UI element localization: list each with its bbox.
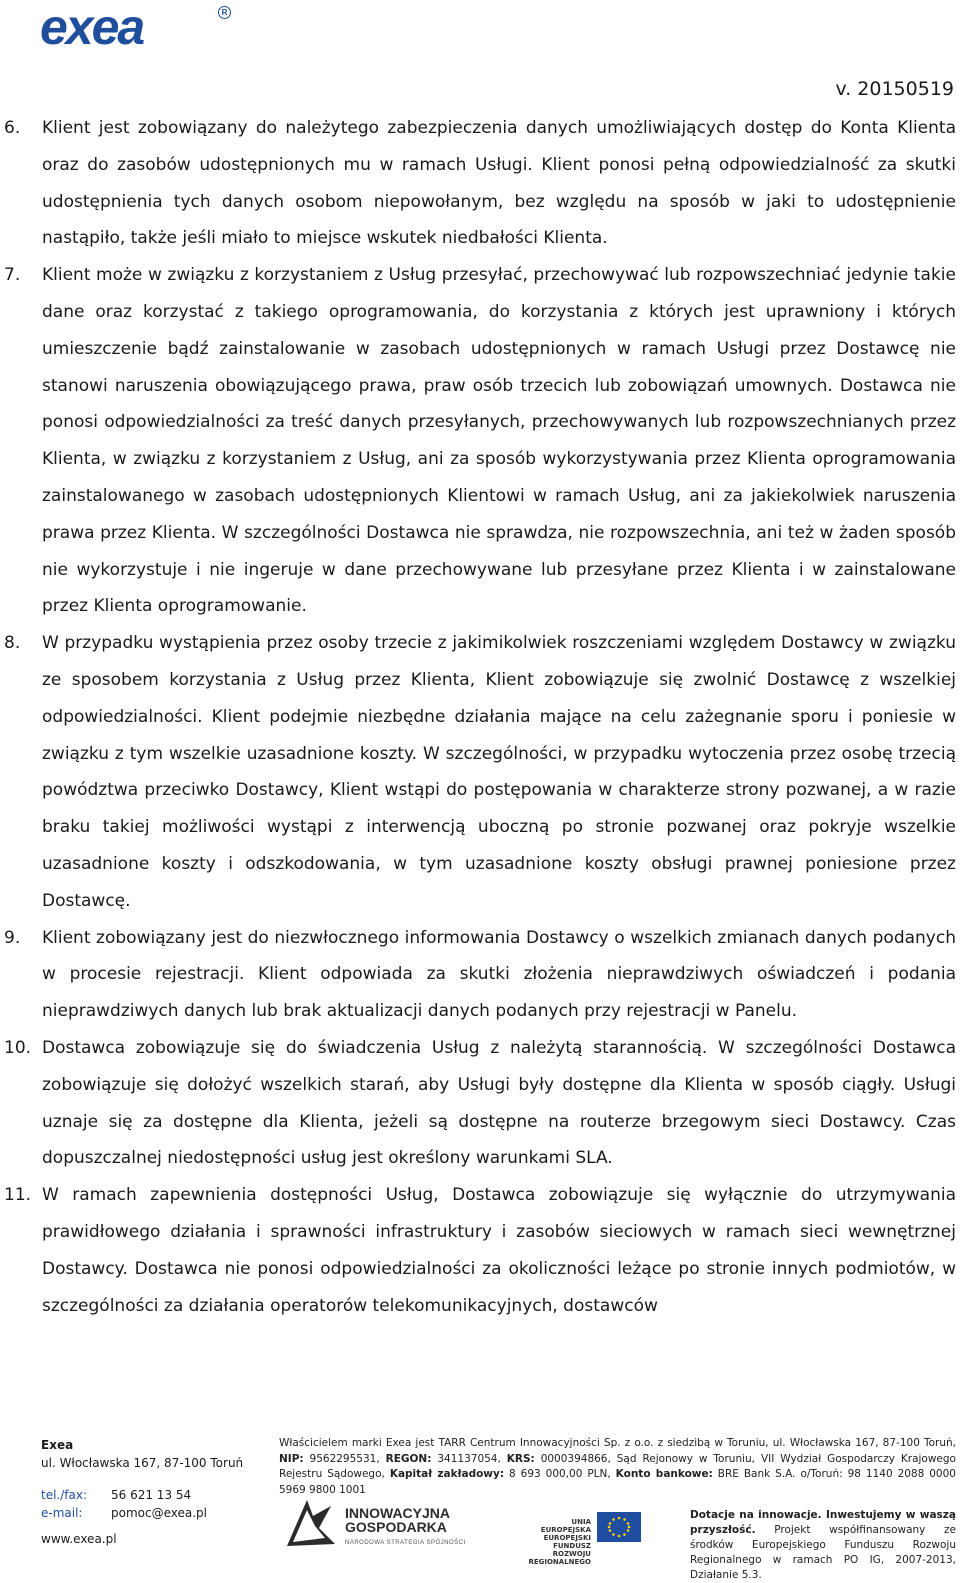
- tel-label: tel./fax:: [41, 1488, 88, 1502]
- court-text: Sądowego,: [327, 1468, 385, 1480]
- krs-label: KRS:: [506, 1452, 535, 1465]
- logo-text: exea: [40, 0, 144, 55]
- regon-label: REGON:: [385, 1452, 432, 1465]
- regon-value: 341137054,: [437, 1452, 501, 1465]
- footer-motto: [690, 1508, 956, 1583]
- terms-list: [0, 110, 960, 1324]
- innovative-economy-logo: [345, 1506, 466, 1550]
- list-item: [0, 625, 960, 919]
- footer-street: ul. Włocławska 167, 87-100 Toruń: [41, 1456, 244, 1470]
- footer-address: [41, 1436, 243, 1472]
- innov-line-2: GOSPODARKA: [345, 1519, 447, 1535]
- item-text: Klient zobowiązany jest do niezwłocznego informowania Dostawcy o wszelkich zmianach danych podanych w procesie rejestracji. Klient odpowiada za skutki złożenia nieprawdziwych oświadczeń i podania nieprawdziwych danych lub brak aktualizacji danych podanych przy rejestracji w Panelu.: [42, 927, 956, 1022]
- innov-subtitle: NARODOWA STRATEGIA SPÓJNOŚCI: [345, 1540, 466, 1546]
- item-number: 8.: [4, 633, 21, 654]
- capital-value: 8 693 000,00 PLN,: [509, 1468, 611, 1480]
- email-label: e-mail:: [41, 1506, 83, 1520]
- list-item: [0, 920, 960, 1030]
- legal-owner: Właścicielem marki Exea jest TARR Centrum Innowacyjności Sp. z o.o. z siedzibą w Toruniu, ul. Włocławska 167, 87-100 Toruń,: [279, 1437, 956, 1449]
- eu-fund-label: UNIA EUROPEJSKA EUROPEJSKI FUNDUSZ ROZWOJU REGIONALNEGO: [528, 1518, 591, 1566]
- email-link[interactable]: pomoc@exea.pl: [111, 1506, 207, 1520]
- nip-value: 9562295531,: [309, 1452, 380, 1465]
- nip-label: NIP:: [279, 1452, 304, 1465]
- motto-bold: Dotacje na innowacje. Inwestujemy w waszą przyszłość.: [690, 1509, 956, 1536]
- capital-label: Kapitał zakładowy:: [389, 1468, 505, 1480]
- document-version: v. 20150519: [835, 78, 954, 100]
- item-text: Klient jest zobowiązany do należytego zabezpieczenia danych umożliwiających dostęp do Konta Klienta oraz do zasobów udostępnionych mu w ramach Usługi. Klient ponosi pełną odpowiedzialność za skutki udostępnienia tych danych osobom niepowołanym, bez względu na sposób w jaki to udostępnienie nastąpiło, także jeśli miało to miejsce wskutek niedbałości Klienta.: [42, 118, 956, 249]
- bank-value: BRE Bank S.A. o/Toruń: 98 1140 2088 0000 5969 9800 1001: [279, 1468, 956, 1496]
- krs-value: 0000394866, Sąd Rejonowy w Toruniu, VII Wydział Gospodarczy Krajowego Rejestru: [279, 1452, 956, 1480]
- item-number: 7.: [4, 265, 21, 286]
- motto-text: Projekt współfinansowany ze środków Europejskiego Funduszu Rozwoju Regionalnego w ramach PO IG, 2007-2013, Działanie 5.3.: [690, 1524, 956, 1581]
- bank-label: Konto bankowe:: [615, 1468, 713, 1480]
- list-item: [0, 257, 960, 625]
- list-item: [0, 110, 960, 257]
- item-number: 9.: [4, 927, 21, 948]
- innov-line-1: INNOWACYJNA: [345, 1505, 451, 1521]
- innovative-economy-star-icon: [279, 1498, 339, 1548]
- exea-logo: [40, 0, 228, 55]
- tel-value: 56 621 13 54: [111, 1488, 192, 1502]
- item-number: 10.: [4, 1037, 32, 1058]
- list-item: [0, 1030, 960, 1177]
- footer-legal: [279, 1436, 956, 1498]
- registered-mark-icon: R: [218, 6, 231, 19]
- item-text: Klient może w związku z korzystaniem z Usług przesyłać, przechowywać lub rozpowszechniać jedynie takie dane oraz korzystać z takiego oprogramowania, do korzystania z których jest uprawniony i których umieszczenie bądź zainstalowanie w zasobach udostępnionych w ramach Usługi przez Dostawcę nie stanowi naruszenia obowiązującego prawa, praw osób trzecich lub zobowiązań umownych. Dostawca nie ponosi odpowiedzialności za treść danych przesyłanych, przechowywanych lub rozpowszechnianych przez Klienta, w związku z korzystaniem z Usług, ani za sposób wykorzystywania przez Klienta oprogramowania zainstalowanego w zasobach udostępnionych Klientowi w ramach Usług, ani za jakiekolwiek naruszenia prawa przez Klienta. W szczególności Dostawca nie sprawdza, nie rozpowszechnia, ani też w żaden sposób nie wykorzystuje i nie ingeruje w dane przechowywane lub przesyłane przez Klienta i w zainstalowane przez Klienta oprogramowanie.: [42, 265, 956, 617]
- item-number: 11.: [4, 1185, 32, 1206]
- list-item: [0, 1177, 960, 1324]
- footer-contacts: [41, 1486, 207, 1548]
- item-text: Dostawca zobowiązuje się do świadczenia Usług z należytą starannością. W szczególności Dostawca zobowiązuje się dołożyć wszelkich starań, aby Usługi były dostępne dla Klienta w sposób ciągły. Usługi uznaje się za dostępne dla Klienta, jeżeli są dostępne na routerze brzegowym sieci Dostawcy. Czas dopuszczalnej niedostępności usług jest określony warunkami SLA.: [42, 1037, 956, 1169]
- item-text: W przypadku wystąpienia przez osoby trzecie z jakimikolwiek roszczeniami względem Dostawcy w związku ze sposobem korzystania z Usług przez Klienta, Klient zobowiązuje się zwolnić Dostawcę z wszelkiej odpowiedzialności. Klient podejmie niezbędne działania mające na celu zażegnanie sporu i poniesie w związku z tym wszelkie uzasadnione koszty. W szczególności, w przypadku wytoczenia przez osobę trzecią powództwa przeciwko Dostawcy, Klient wstąpi do postępowania w charakterze strony pozwanej, a w razie braku takiej możliwości wystąpi z interwencją uboczną po stronie pozwanej oraz pokryje wszelkie uzasadnione koszty i odszkodowania, w tym uzasadnione koszty obsługi prawnej poniesione przez Dostawcę.: [42, 633, 956, 911]
- eu-flag-icon: [597, 1512, 641, 1542]
- website-link[interactable]: www.exea.pl: [41, 1532, 117, 1546]
- item-number: 6.: [4, 118, 21, 138]
- footer-company: Exea: [41, 1438, 74, 1452]
- page-footer: [0, 1430, 960, 1581]
- item-text: W ramach zapewnienia dostępności Usług, Dostawca zobowiązuje się wyłącznie do utrzymywania prawidłowego działania i sprawności infrastruktury i zasobów sieciowych w ramach sieci wewnętrznej Dostawcy. Dostawca nie ponosi odpowiedzialności za okoliczności leżące po stronie innych podmiotów, w szczególności za działania operatorów telekomunikacyjnych, dostawców: [42, 1185, 956, 1316]
- footer-logos: [279, 1496, 679, 1566]
